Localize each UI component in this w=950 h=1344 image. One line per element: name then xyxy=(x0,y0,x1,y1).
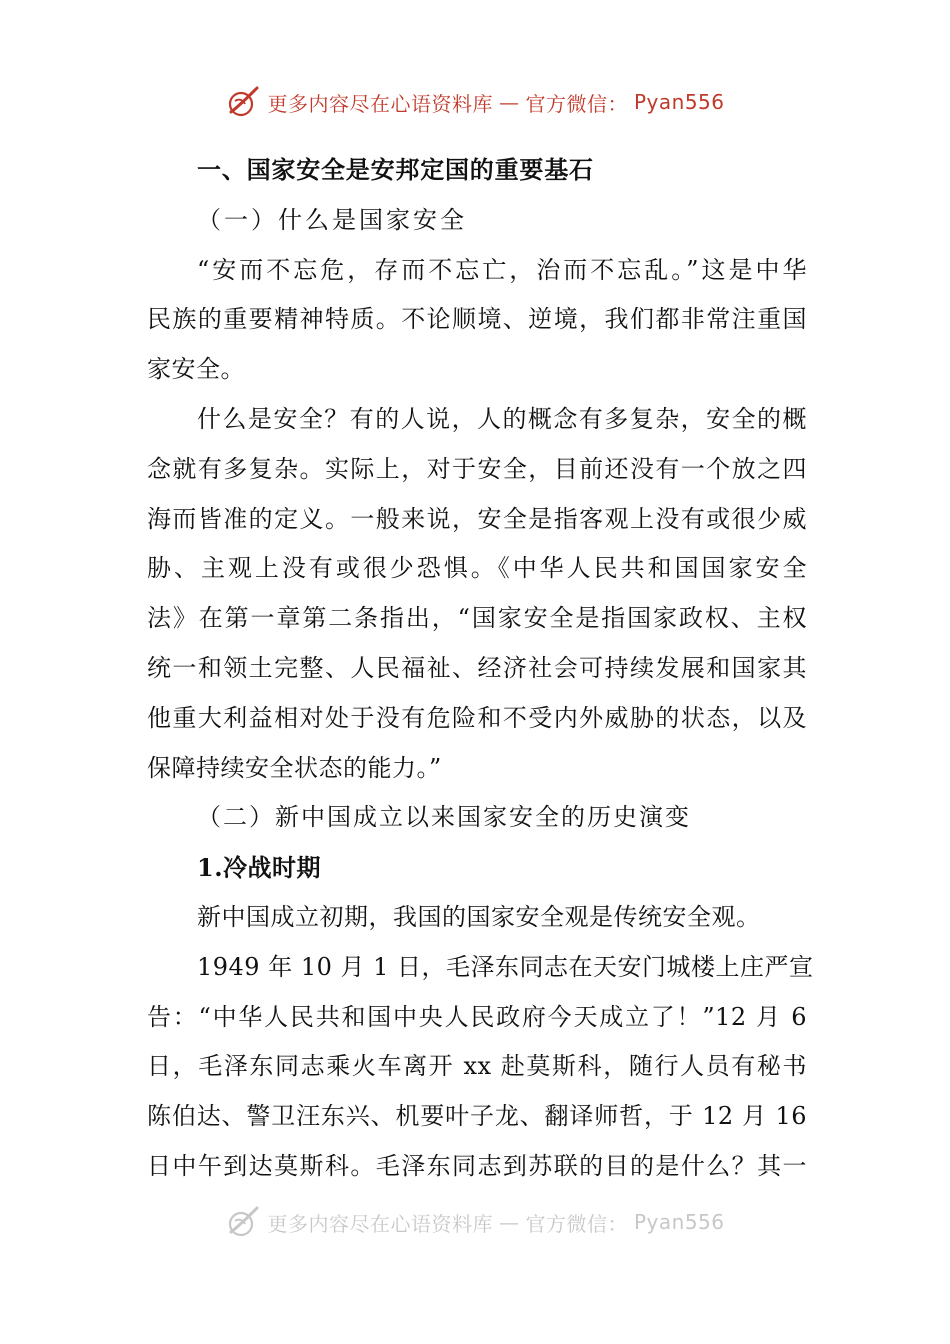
banner-library-text: 更多内容尽在心语资料库 xyxy=(267,1211,493,1236)
banner-wechat-id: Pyan556 xyxy=(633,90,725,114)
brush-logo-icon xyxy=(225,84,261,120)
banner-wechat-label: 官方微信： xyxy=(525,91,628,116)
banner-dash: — xyxy=(498,1210,520,1234)
paragraph-line: 日，毛泽东同志乘火车离开 xx 赴莫斯科，随行人员有秘书 xyxy=(147,1052,807,1081)
paragraph-line: 告：“中华人民共和国中央人民政府今天成立了！”12 月 6 xyxy=(147,1002,807,1031)
header-banner xyxy=(0,84,950,124)
section-heading-1: 一、国家安全是安邦定国的重要基石 xyxy=(197,156,594,184)
banner-library-text: 更多内容尽在心语资料库 xyxy=(267,91,493,116)
banner-dash: — xyxy=(498,90,520,114)
paragraph-line: 家安全。 xyxy=(147,355,245,384)
brush-logo-icon xyxy=(225,1204,261,1240)
footer-banner xyxy=(0,1204,950,1244)
banner-wechat-id: Pyan556 xyxy=(633,1210,725,1234)
paragraph-line: 民族的重要精神特质。不论顺境、逆境，我们都非常注重国 xyxy=(147,305,807,334)
paragraph-line: “安而不忘危，存而不忘亡，治而不忘乱。”这是中华 xyxy=(197,255,807,284)
paragraph-line: 海而皆准的定义。一般来说，安全是指客观上没有或很少威 xyxy=(147,504,807,533)
document-body xyxy=(147,146,814,1192)
paragraph-line: 统一和领土完整、人民福祉、经济社会可持续发展和国家其 xyxy=(147,653,807,682)
paragraph-line: 什么是安全？有的人说，人的概念有多复杂，安全的概 xyxy=(197,404,807,433)
paragraph-line: 法》在第一章第二条指出，“国家安全是指国家政权、主权 xyxy=(147,604,807,633)
banner-wechat-label: 官方微信： xyxy=(525,1211,628,1236)
paragraph-line: 日中午到达莫斯科。毛泽东同志到苏联的目的是什么？其一 xyxy=(147,1151,807,1180)
subsubsection-heading: 1.冷战时期 xyxy=(197,853,322,883)
subsection-heading-2: （二）新中国成立以来国家安全的历史演变 xyxy=(197,803,691,832)
paragraph-line: 保障持续安全状态的能力。” xyxy=(147,753,442,782)
paragraph-line: 胁、主观上没有或很少恐惧。《中华人民共和国国家安全 xyxy=(147,554,807,583)
paragraph-line: 1949 年 10 月 1 日，毛泽东同志在天安门城楼上庄严宣 xyxy=(197,952,814,981)
paragraph-line: 新中国成立初期，我国的国家安全观是传统安全观。 xyxy=(197,902,761,931)
paragraph-line: 他重大利益相对处于没有危险和不受内外威胁的状态，以及 xyxy=(147,703,807,732)
paragraph-line: 念就有多复杂。实际上，对于安全，目前还没有一个放之四 xyxy=(147,454,807,483)
subsection-heading-1: （一）什么是国家安全 xyxy=(197,205,467,234)
paragraph-line: 陈伯达、警卫汪东兴、机要叶子龙、翻译师哲，于 12 月 16 xyxy=(147,1102,807,1131)
